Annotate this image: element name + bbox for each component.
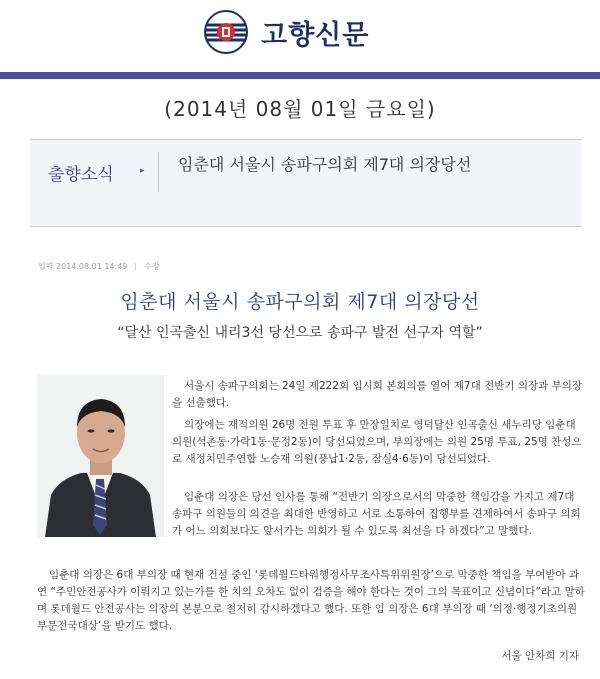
paragraph: 서울시 송파구의회는 24일 제222회 임시회 본회의를 열어 제7대 전반기 의장과 부의장을 선출했다. xyxy=(172,380,583,409)
section-header xyxy=(30,139,582,227)
section-divider xyxy=(158,152,159,192)
section-label[interactable]: 출향소식 xyxy=(48,165,114,185)
dateline: (2014년 08월 01일 금요일) xyxy=(164,97,436,121)
edit-date: 수정 xyxy=(144,262,160,271)
header-divider-bar xyxy=(0,72,600,79)
input-date: 입력 2014.08.01 14:49 xyxy=(38,262,128,271)
byline: 서울 안차희 기자 xyxy=(501,650,579,662)
chevron-right-icon: ▸ xyxy=(140,166,145,176)
section-title: 임춘대 서울시 송파구의회 제7대 의장당선 xyxy=(178,155,472,174)
paragraph: 의장에는 재적의원 26명 전원 투표 후 만장일치로 영덕달산 인곡출신 새누리당 임춘대 의원(석촌동·가락1동·문정2동)이 당선되었으며, 부의장에는 의원 25명 투표, 25명 찬성으로 새정치민주연합 노승재 의원(풍납1·2동, 잠실4·6동)이 당선되었다. xyxy=(172,419,582,465)
portrait-photo xyxy=(37,375,164,537)
masthead-title: 고향신문 xyxy=(261,19,370,51)
logo[interactable] xyxy=(203,9,369,55)
article-headline: 임춘대 서울시 송파구의회 제7대 의장당선 xyxy=(120,291,480,313)
meta-separator: | xyxy=(134,262,138,271)
portrait-image xyxy=(37,375,164,537)
newspaper-emblem-icon xyxy=(203,9,249,55)
masthead xyxy=(0,0,600,62)
paragraph: 임춘대 의장은 6대 부의장 때 현재 건설 중인 ‘롯데월드타워행정사무조사특위위원장’으로 막중한 책임을 부여받아 과연 “주민안전공사가 이뤄지고 있는가를 한 치의 오차도 없이 검증을 해야 한다는 것이 그의 목표이고 신념이다”라고 말하며 롯데월드 안전공사는 의장의 본분으로 철저히 감시하겠다고 했다. 또한 임 의장은 6대 부의장 때 ‘의정·행정기초의원부문전국대상’을 받기도 했다. xyxy=(37,569,585,632)
article-subhead: “달산 인곡출신 내리3선 당선으로 송파구 발전 선구자 역할” xyxy=(117,325,483,341)
article-meta xyxy=(38,261,160,272)
paragraph: 임춘대 의장은 당선 인사를 통해 “전반기 의장으로서의 막중한 책임감을 가지고 제7대 송파구 의원들의 의견을 최대한 반영하고 서로 소통하여 집행부를 견제하여서 송파구 의회가 어느 의회보다도 앞서가는 의회가 될 수 있도록 최선을 다 하겠다”고 말했다. xyxy=(172,491,581,537)
